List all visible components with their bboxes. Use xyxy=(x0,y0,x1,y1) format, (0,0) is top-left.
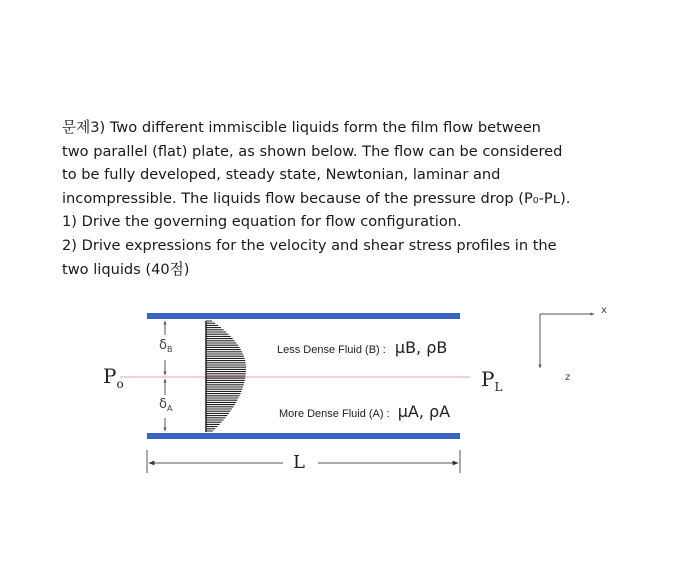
fluid-b-label xyxy=(277,338,447,357)
delta-a-subscript: A xyxy=(166,404,173,413)
fluid-a-properties: μA, ρA xyxy=(397,402,451,421)
problem-line-4: incompressible. The liquids flow because of the pressure drop (P₀-Pʟ). xyxy=(62,189,571,207)
delta-b-subscript: B xyxy=(166,345,173,354)
length-label: L xyxy=(293,452,305,473)
problem-line-6: 2) Drive expressions for the velocity and shear stress profiles in the xyxy=(62,236,557,254)
p0-label xyxy=(103,364,124,391)
p0-main: P xyxy=(103,364,117,388)
delta-b-main: δ xyxy=(159,338,167,353)
delta-b-label xyxy=(159,338,172,353)
p0-subscript: o xyxy=(116,377,124,391)
pl-main: P xyxy=(481,367,495,391)
top-plate xyxy=(147,313,460,319)
fluid-b-text: Less Dense Fluid (B) : xyxy=(277,344,386,356)
fluid-b-properties: μB, ρB xyxy=(394,338,448,357)
x-axis-label: x xyxy=(601,305,607,316)
delta-a-label xyxy=(159,397,172,412)
z-axis-label: z xyxy=(565,372,571,383)
velocity-lines xyxy=(206,321,246,431)
pl-label xyxy=(481,367,503,394)
fluid-a-label xyxy=(279,402,450,421)
bottom-plate xyxy=(147,433,460,439)
problem-line-7: two liquids (40점) xyxy=(62,260,190,278)
problem-line-1: 문제3) Two different immiscible liquids form the film flow between xyxy=(62,119,541,136)
fluid-a-text: More Dense Fluid (A) : xyxy=(279,408,390,420)
delta-a-main: δ xyxy=(159,397,167,412)
pl-subscript: L xyxy=(494,380,503,394)
problem-line-2: two parallel (flat) plate, as shown below. The flow can be considered xyxy=(62,142,563,160)
problem-line-5: 1) Drive the governing equation for flow configuration. xyxy=(62,213,462,231)
velocity-profile xyxy=(206,321,246,432)
problem-line-3: to be fully developed, steady state, Newtonian, laminar and xyxy=(62,166,501,184)
